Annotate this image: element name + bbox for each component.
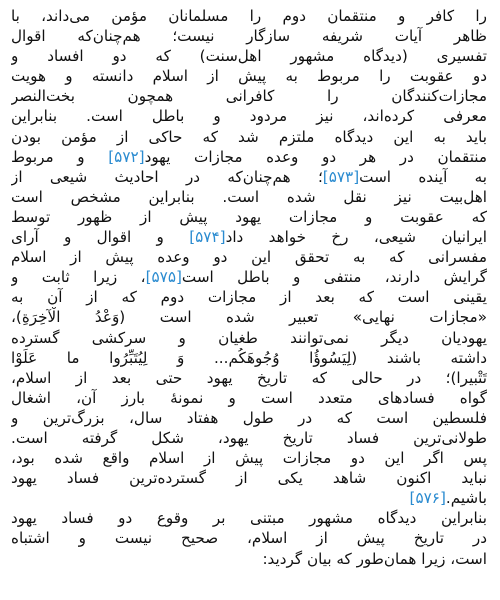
text-line bbox=[11, 66, 487, 86]
text-run: بنابراین دیدگاه مشهور مبتنی بر وقوع دو فساد یهود bbox=[11, 509, 487, 528]
text-line bbox=[11, 6, 487, 26]
text-run: گواه فسادهای متعدد است و نمونهٔ بارز آن، اشغال bbox=[11, 388, 487, 407]
paragraph-evidence bbox=[11, 6, 487, 508]
text-line bbox=[11, 508, 487, 528]
footnote-ref-575[interactable]: [۵۷۵] bbox=[145, 268, 182, 287]
text-run: «مجازات نهایی» تعبیر شده است (وَعْدُ الْآخِرَةِ)، bbox=[11, 308, 487, 327]
text-line bbox=[11, 287, 487, 307]
text-run: و اقوال و آرای bbox=[11, 228, 190, 247]
paragraph-conclusion bbox=[11, 508, 487, 568]
text-line bbox=[11, 147, 487, 167]
text-line bbox=[11, 328, 487, 348]
text-run: گرایش دارند، منتفی و باطل است bbox=[181, 268, 487, 287]
text-run: پس اگر این دو مجازات پیش از اسلام واقع شده بود، bbox=[11, 449, 487, 468]
text-line bbox=[11, 227, 487, 247]
text-run: اهل‌بیت نیز نقل شده است. بنابراین مشخص است bbox=[11, 187, 487, 206]
text-run: در تاریخ پیش از اسلام، صحیح نیست و اشتباه bbox=[11, 529, 487, 548]
text-run: تفسیری (دیدگاه مشهور اهل‌سنت) که دو افساد و bbox=[11, 47, 487, 66]
text-line bbox=[11, 307, 487, 327]
text-line bbox=[11, 46, 487, 66]
text-run: معرفی کرده‌اند، نیز مردود و باطل است. بنابراین bbox=[11, 107, 487, 126]
text-line bbox=[11, 26, 487, 46]
text-line bbox=[11, 388, 487, 408]
text-run: ، زیرا ثابت و bbox=[11, 268, 146, 287]
text-line bbox=[11, 207, 487, 227]
text-run: نباید اکنون شاهد یکی از گسترده‌ترین فساد یهود bbox=[11, 469, 487, 488]
footnote-ref-574[interactable]: [۵۷۴] bbox=[189, 228, 226, 247]
text-line bbox=[11, 167, 487, 187]
text-line bbox=[11, 187, 487, 207]
text-line bbox=[11, 127, 487, 147]
text-run: باشیم. bbox=[445, 489, 487, 508]
text-run: فلسطین است که در طول هفتاد سال، بزرگ‌ترین و bbox=[11, 408, 487, 427]
footnote-ref-572[interactable]: [۵۷۲] bbox=[108, 147, 145, 166]
text-line bbox=[11, 247, 487, 267]
text-run: تَتْبیرا)؛ در حالی که تاریخ یهود حتی بعد از اسلام، bbox=[11, 368, 487, 387]
text-run: ظاهر آیات شریفه سازگار نیست؛ هم‌چنان‌که اقوال bbox=[11, 27, 487, 46]
text-run: منتقمان در هر دو وعده مجازات یهود bbox=[144, 147, 487, 166]
text-run: مفسرانی که به تحقق این دو وعده پیش از اسلام bbox=[11, 248, 487, 267]
text-line bbox=[11, 528, 487, 548]
text-line bbox=[11, 368, 487, 388]
text-line bbox=[11, 267, 487, 287]
text-line bbox=[11, 488, 487, 508]
text-run: داشته باشند (لِیَسُوؤُا وُجُوهَکُم... وَ لِیُتَبِّرُوا ما عَلَوْا bbox=[11, 348, 487, 367]
text-run: و مربوط bbox=[11, 147, 109, 166]
text-line bbox=[11, 348, 487, 368]
text-run: مجازات‌کنندگان را کافرانی همچون بخت‌النصر bbox=[11, 87, 487, 106]
text-line bbox=[11, 408, 487, 428]
text-run: دو عقوبت را مربوط به پیش از اسلام دانسته و هویت bbox=[11, 67, 487, 86]
text-line bbox=[11, 468, 487, 488]
text-line bbox=[11, 86, 487, 106]
text-run: را کافر و منتقمان دوم را مسلمانان مؤمن می‌داند، با bbox=[11, 7, 487, 25]
footnote-ref-573[interactable]: [۵۷۳] bbox=[322, 167, 360, 186]
text-run: یهودیان دیگر نمی‌توانند طغیان و سرکشی گسترده bbox=[11, 328, 487, 347]
footnote-ref-576[interactable]: [۵۷۶] bbox=[409, 489, 446, 508]
text-run: باید به این دیدگاه ملتزم شد که حاکی از مؤمن بودن bbox=[11, 127, 487, 146]
text-run: ؛ هم‌چنان‌که در احادیث شیعی از bbox=[11, 167, 323, 186]
text-line bbox=[11, 428, 487, 448]
text-line bbox=[11, 448, 487, 468]
text-run: طولانی‌ترین فساد تاریخ یهود، شکل گرفته است. bbox=[11, 428, 487, 447]
text-run: ایرانیان شیعی، رخ خواهد داد bbox=[225, 228, 487, 247]
text-line bbox=[11, 106, 487, 126]
text-run: است، زیرا همان‌طور که بیان گردید: bbox=[262, 549, 487, 568]
text-run: یقینی است که بعد از مجازات دوم که از آن به bbox=[11, 288, 487, 307]
text-run: به آینده است bbox=[359, 167, 487, 186]
text-line bbox=[11, 549, 487, 569]
text-run: که عقوبت و مجازات یهود پیش از ظهور توسط bbox=[11, 207, 487, 226]
